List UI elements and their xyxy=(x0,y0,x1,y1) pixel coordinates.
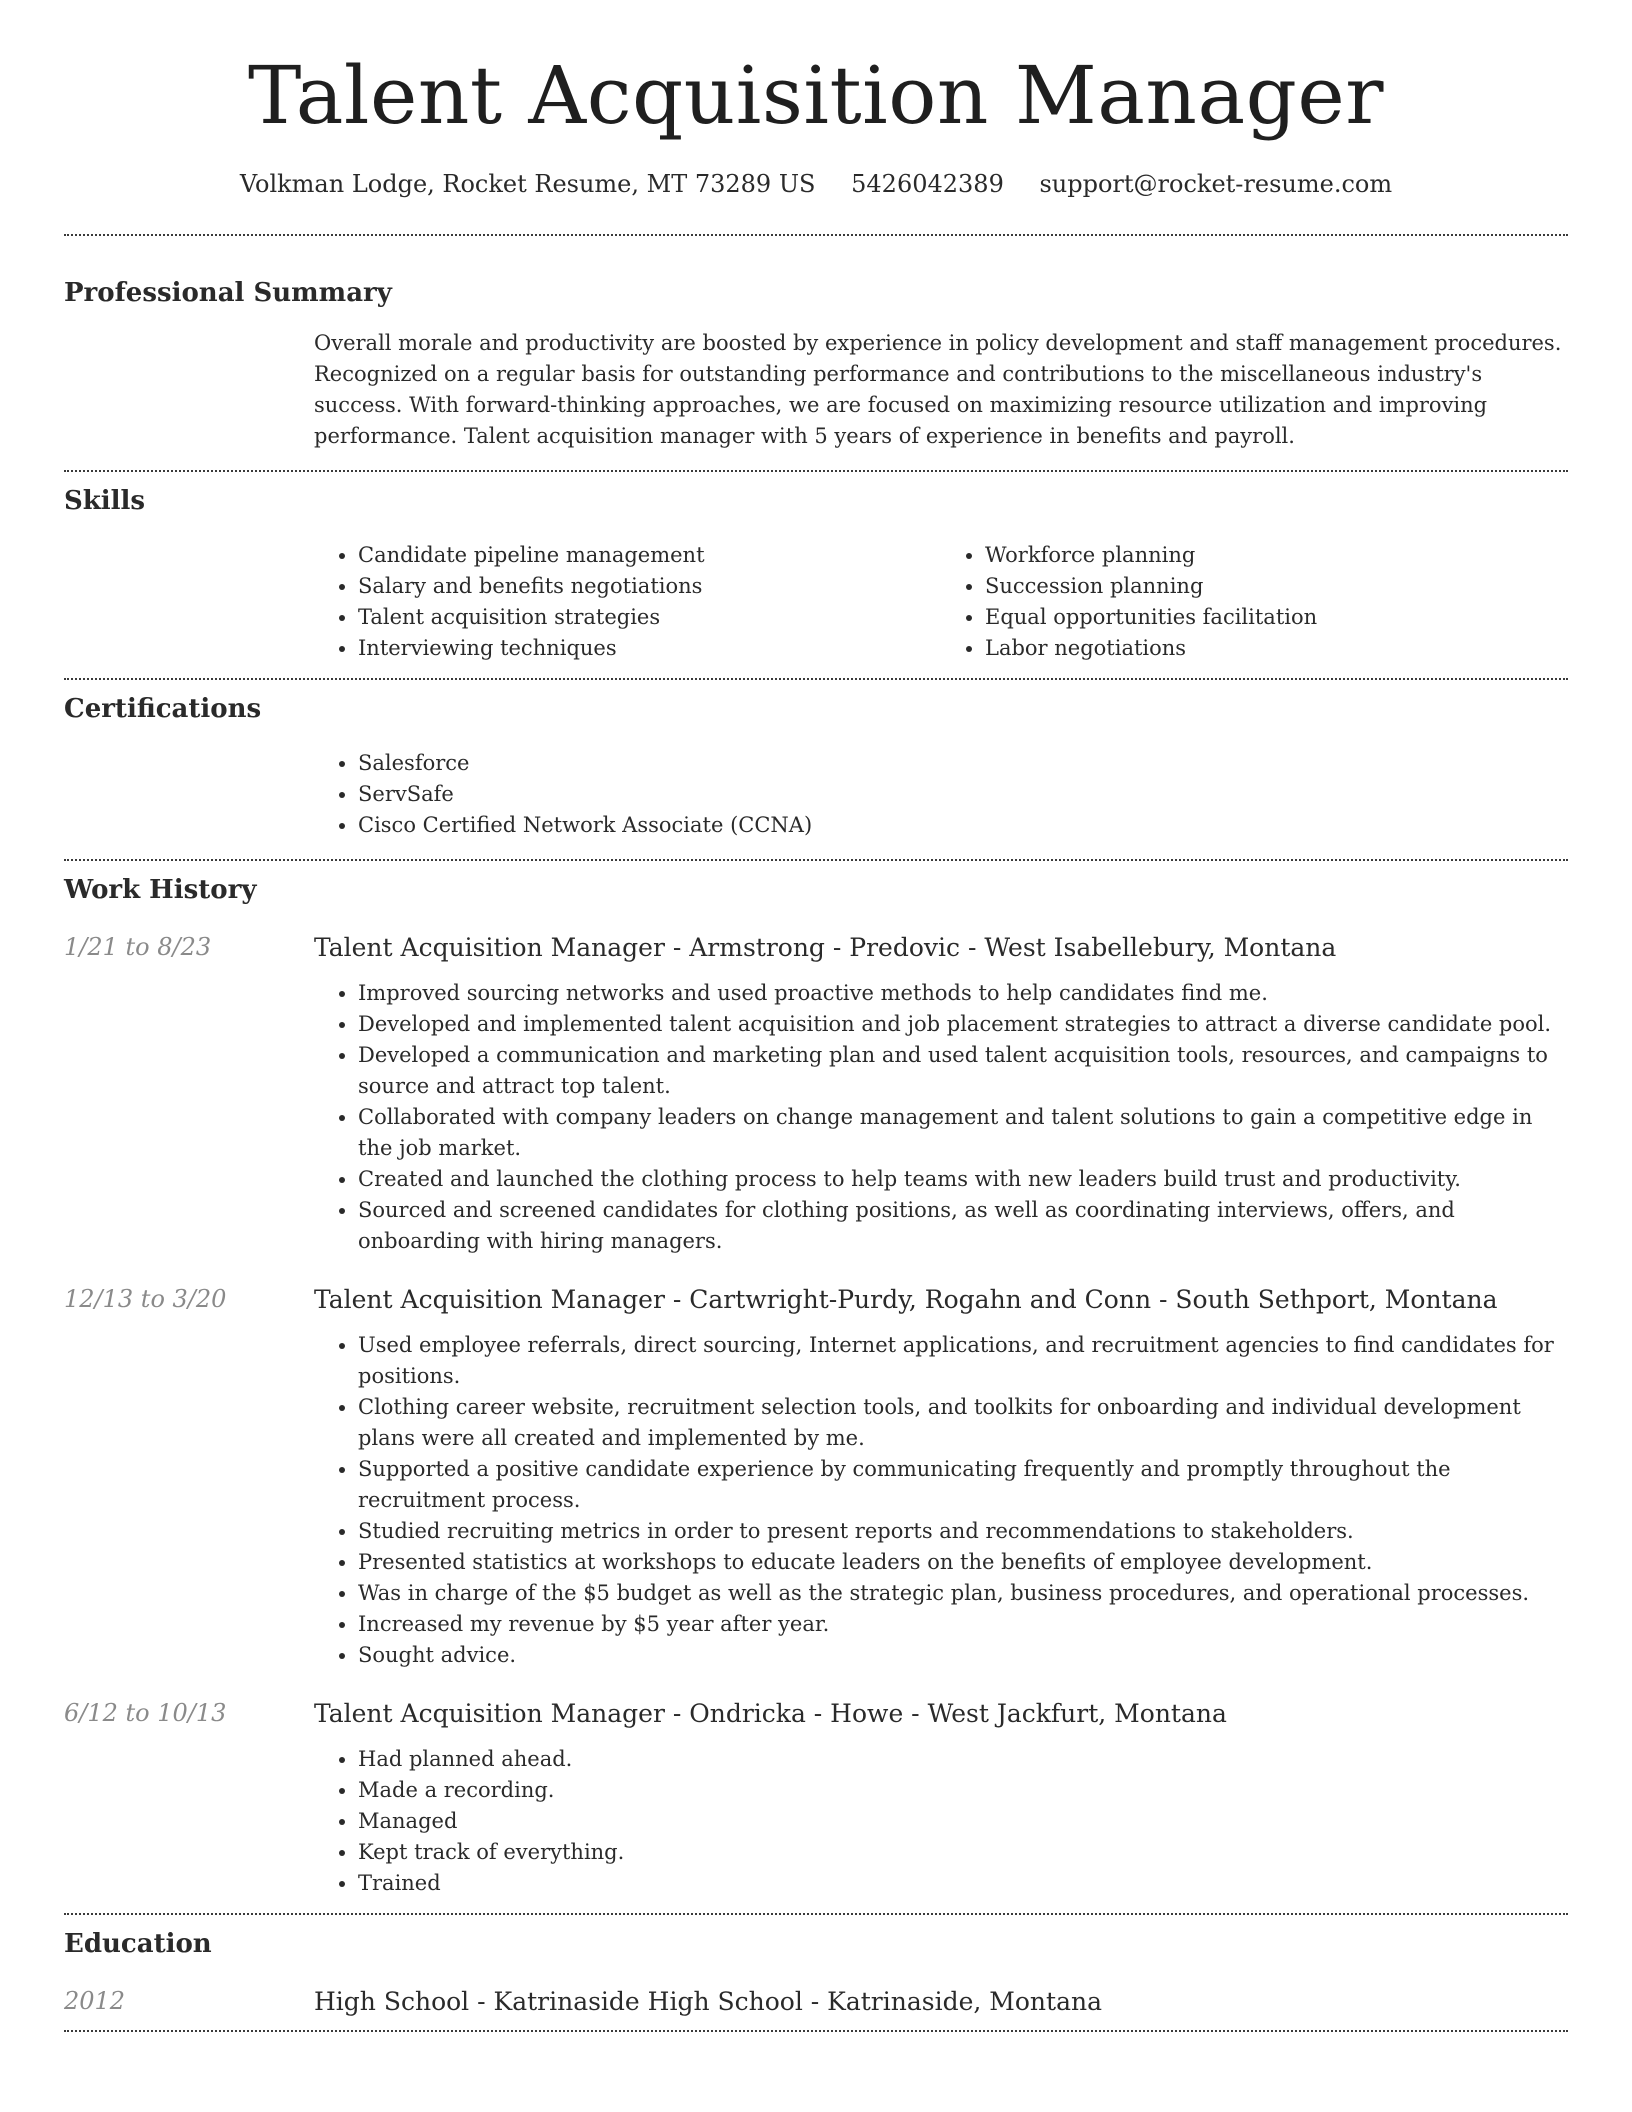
job-bullets xyxy=(314,1744,1568,1899)
skill-item: • Salary and benefits negotiations xyxy=(358,571,941,602)
job-bullet: • Made a recording. xyxy=(358,1775,1568,1806)
job-title: Talent Acquisition Manager - Cartwright-Purdy, Rogahn and Conn - South Sethport, Montana xyxy=(314,1285,1498,1314)
job-bullet: • Increased my revenue by $5 year after year. xyxy=(358,1609,1568,1640)
divider xyxy=(64,678,1568,680)
education-dates: 2012 xyxy=(64,1987,126,2015)
job-entry xyxy=(64,1285,1568,1671)
job-entry xyxy=(64,1699,1568,1899)
education-title: High School - Katrinaside High School - Katrinaside, Montana xyxy=(314,1987,1102,2016)
skills-list-right xyxy=(941,540,1568,664)
certifications-list xyxy=(314,748,1568,841)
skills-section xyxy=(64,486,1568,664)
divider xyxy=(64,2030,1568,2032)
job-dates: 6/12 to 10/13 xyxy=(64,1699,227,1727)
job-bullet: • Trained xyxy=(358,1868,1568,1899)
education-section xyxy=(64,1929,1568,2016)
job-bullet: • Studied recruiting metrics in order to present reports and recommendations to stakeholders. xyxy=(358,1516,1568,1547)
job-title: Talent Acquisition Manager - Ondricka - Howe - West Jackfurt, Montana xyxy=(314,1699,1227,1728)
job-details xyxy=(314,1699,1568,1899)
education-entry xyxy=(64,1987,1568,2016)
job-bullet: • Developed and implemented talent acquisition and job placement strategies to attract a diverse candidate pool. xyxy=(358,1009,1568,1040)
summary-text: Overall morale and productivity are boosted by experience in policy development and staff management procedures. Recognized on a regular basis for outstanding performance and contributions to the miscellaneous industry's success. With forward-thinking approaches, we are focused on maximizing resource utilization and improving performance. Talent acquisition manager with 5 years of experience in benefits and payroll. xyxy=(314,331,1562,448)
job-details xyxy=(314,1285,1568,1671)
divider xyxy=(64,859,1568,861)
contact-address: Volkman Lodge, Rocket Resume, MT 73289 US xyxy=(239,170,816,198)
skill-item: • Candidate pipeline management xyxy=(358,540,941,571)
divider xyxy=(64,470,1568,472)
certifications-heading: Certifications xyxy=(64,694,262,724)
divider xyxy=(64,1913,1568,1915)
job-title: Talent Acquisition Manager - Armstrong - Predovic - West Isabellebury, Montana xyxy=(314,933,1337,962)
job-bullet: • Created and launched the clothing process to help teams with new leaders build trust and productivity. xyxy=(358,1164,1568,1195)
education-heading: Education xyxy=(64,1929,212,1959)
job-bullet: • Collaborated with company leaders on change management and talent solutions to gain a competitive edge in the job market. xyxy=(358,1102,1568,1164)
job-dates: 12/13 to 3/20 xyxy=(64,1285,227,1313)
skills-list-left xyxy=(314,540,941,664)
skill-item: • Interviewing techniques xyxy=(358,633,941,664)
certifications-section xyxy=(64,694,1568,841)
job-details xyxy=(314,933,1568,1257)
job-bullet: • Developed a communication and marketing plan and used talent acquisition tools, resources, and campaigns to source and attract top talent. xyxy=(358,1040,1568,1102)
contact-phone: 5426042389 xyxy=(851,170,1004,198)
resume-title: Talent Acquisition Manager xyxy=(248,49,1384,142)
certification-item: • Salesforce xyxy=(358,748,1568,779)
skill-item: • Workforce planning xyxy=(985,540,1568,571)
job-bullet: • Sought advice. xyxy=(358,1640,1568,1671)
job-bullet: • Had planned ahead. xyxy=(358,1744,1568,1775)
skill-item: • Succession planning xyxy=(985,571,1568,602)
contact-line xyxy=(64,170,1568,198)
job-bullet: • Used employee referrals, direct sourcing, Internet applications, and recruitment agencies to find candidates for positions. xyxy=(358,1330,1568,1392)
job-bullet: • Presented statistics at workshops to educate leaders on the benefits of employee development. xyxy=(358,1547,1568,1578)
job-bullet: • Kept track of everything. xyxy=(358,1837,1568,1868)
work-history-section xyxy=(64,875,1568,1899)
contact-email: support@rocket-resume.com xyxy=(1039,170,1393,198)
work-history-heading: Work History xyxy=(64,875,257,905)
divider xyxy=(64,234,1568,236)
job-entry xyxy=(64,933,1568,1257)
job-bullet: • Clothing career website, recruitment selection tools, and toolkits for onboarding and individual development plans were all created and implemented by me. xyxy=(358,1392,1568,1454)
job-bullets xyxy=(314,1330,1568,1671)
job-bullet: • Managed xyxy=(358,1806,1568,1837)
job-bullet: • Sourced and screened candidates for clothing positions, as well as coordinating interviews, offers, and onboarding with hiring managers. xyxy=(358,1195,1568,1257)
skill-item: • Equal opportunities facilitation xyxy=(985,602,1568,633)
certification-item: • Cisco Certified Network Associate (CCNA) xyxy=(358,810,1568,841)
skill-item: • Labor negotiations xyxy=(985,633,1568,664)
summary-section xyxy=(64,278,1568,452)
skills-columns xyxy=(314,540,1568,664)
summary-heading: Professional Summary xyxy=(64,278,392,308)
certification-item: • ServSafe xyxy=(358,779,1568,810)
job-bullet: • Supported a positive candidate experience by communicating frequently and promptly throughout the recruitment process. xyxy=(358,1454,1568,1516)
skill-item: • Talent acquisition strategies xyxy=(358,602,941,633)
job-bullet: • Improved sourcing networks and used proactive methods to help candidates find me. xyxy=(358,978,1568,1009)
skills-heading: Skills xyxy=(64,486,146,516)
job-bullet: • Was in charge of the $5 budget as well as the strategic plan, business procedures, and operational processes. xyxy=(358,1578,1568,1609)
job-bullets xyxy=(314,978,1568,1257)
job-dates: 1/21 to 8/23 xyxy=(64,933,212,961)
